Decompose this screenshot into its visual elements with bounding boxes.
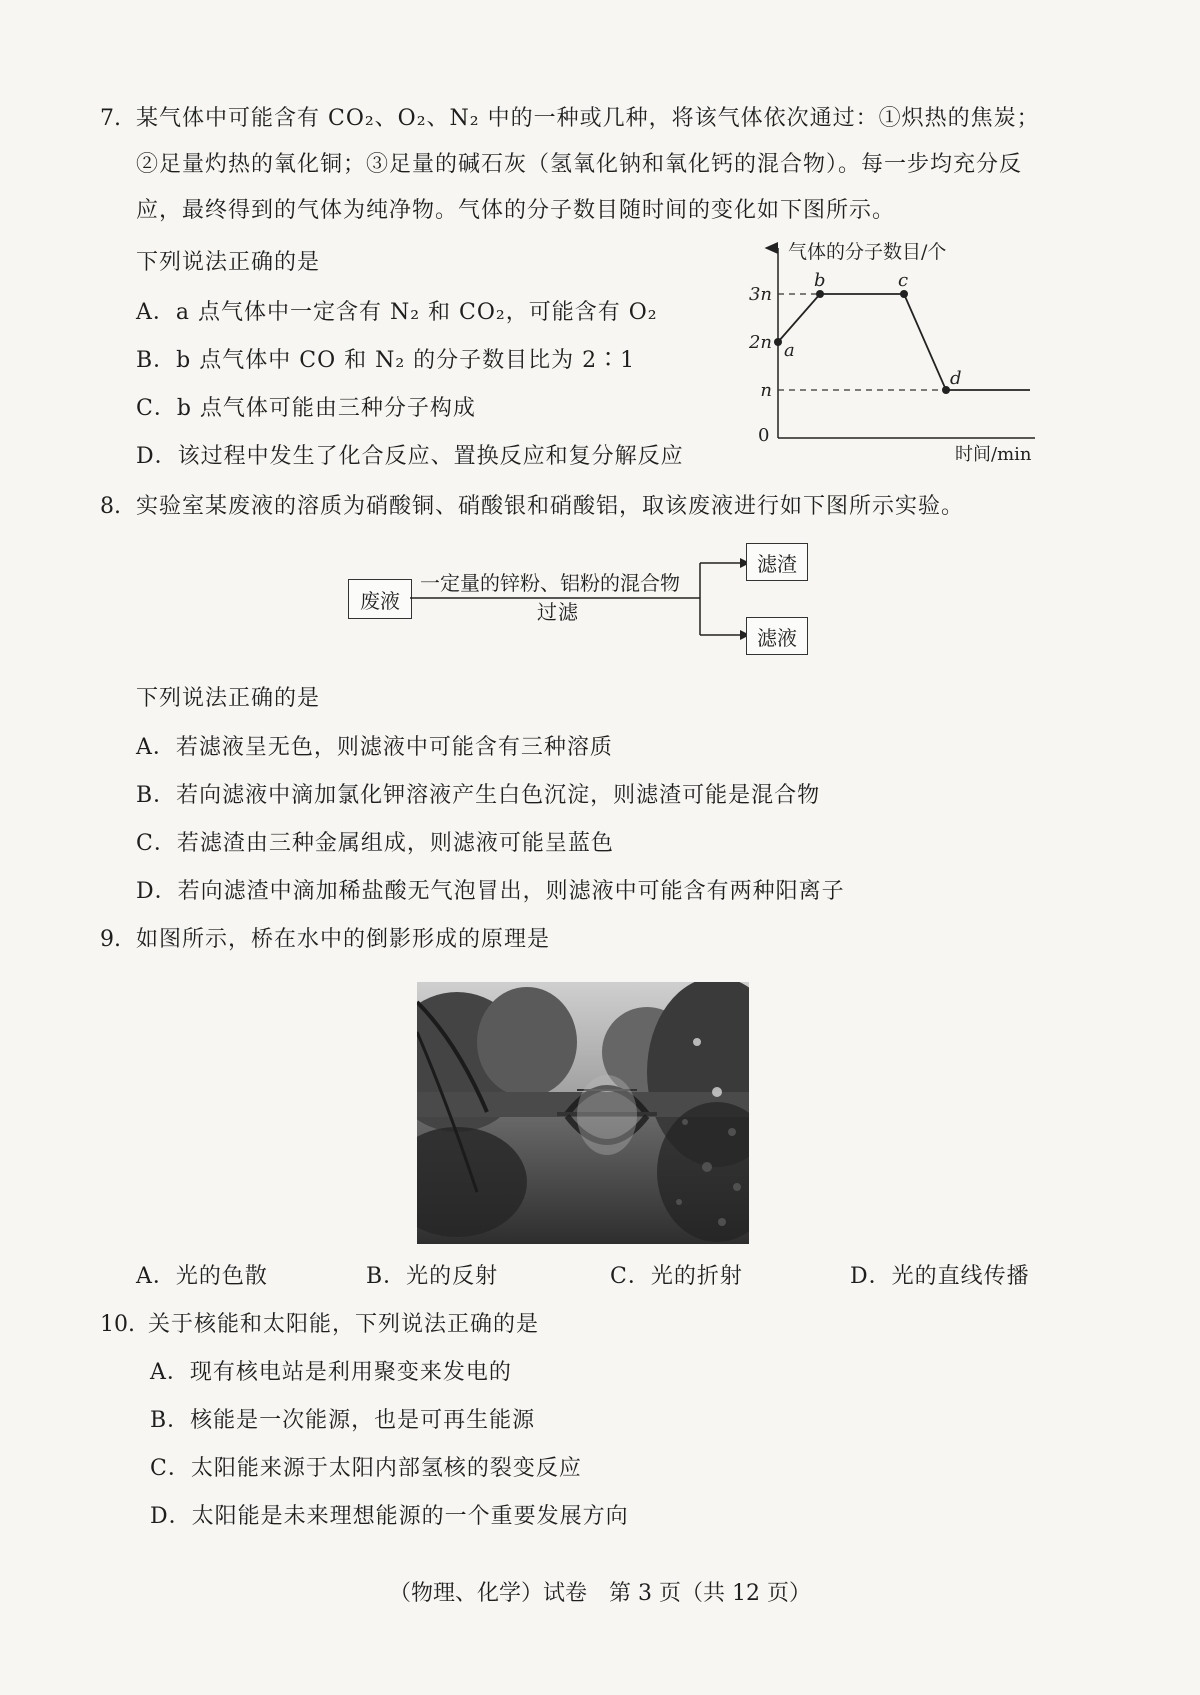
q8-option-a: A．若滤液呈无色，则滤液中可能含有三种溶质 xyxy=(136,735,613,760)
origin-label: 0 xyxy=(758,425,770,446)
q8-stem: 实验室某废液的溶质为硝酸铜、硝酸银和硝酸铝，取该废液进行如下图所示实验。 xyxy=(136,494,965,519)
data-point-a xyxy=(774,338,782,346)
waste-liquid-box: 废液 xyxy=(348,579,412,619)
data-point-b xyxy=(816,290,824,298)
point-label-a: a xyxy=(784,340,795,361)
point-label-b: b xyxy=(814,270,826,291)
q7-option-b: B．b 点气体中 CO 和 N₂ 的分子数目比为 2∶1 xyxy=(136,348,636,373)
y-tick-label: n xyxy=(760,380,772,401)
q7-stem-line1: 某气体中可能含有 CO₂、O₂、N₂ 中的一种或几种，将该气体依次通过：①炽热的焦炭； xyxy=(136,106,1040,131)
q10-number: 10. xyxy=(100,1312,135,1337)
q7-option-a: A．a 点气体中一定含有 N₂ 和 CO₂，可能含有 O₂ xyxy=(136,300,658,325)
q7-prompt: 下列说法正确的是 xyxy=(136,250,321,275)
q8-prompt: 下列说法正确的是 xyxy=(136,686,321,711)
q9-option-c: C．光的折射 xyxy=(610,1264,743,1289)
filtrate-box: 滤液 xyxy=(746,617,808,655)
q7-option-c: C．b 点气体可能由三种分子构成 xyxy=(136,396,476,421)
q10-option-c: C．太阳能来源于太阳内部氢核的裂变反应 xyxy=(150,1456,582,1481)
q9-option-a: A．光的色散 xyxy=(136,1264,268,1289)
point-label-c: c xyxy=(898,270,909,291)
x-axis-label: 时间/min xyxy=(955,444,1032,465)
data-point-c xyxy=(900,290,908,298)
q7-number: 7. xyxy=(100,106,121,131)
q7-option-d: D．该过程中发生了化合反应、置换反应和复分解反应 xyxy=(136,444,684,469)
residue-box: 滤渣 xyxy=(746,543,808,581)
q10-option-d: D．太阳能是未来理想能源的一个重要发展方向 xyxy=(150,1504,629,1529)
q8-option-c: C．若滤渣由三种金属组成，则滤液可能呈蓝色 xyxy=(136,831,614,856)
page-footer: （物理、化学）试卷 第 3 页（共 12 页） xyxy=(389,1581,811,1606)
flow-lines xyxy=(410,545,750,655)
q10-option-b: B．核能是一次能源，也是可再生能源 xyxy=(150,1408,536,1433)
q8-number: 8. xyxy=(100,494,121,519)
point-label-d: d xyxy=(950,368,962,389)
q9-stem: 如图所示，桥在水中的倒影形成的原理是 xyxy=(136,927,551,952)
y-axis-label: 气体的分子数目/个 xyxy=(788,241,947,263)
y-tick-label: 3n xyxy=(748,284,772,305)
bridge-reflection-photo xyxy=(417,982,749,1244)
q9-number: 9. xyxy=(100,927,121,952)
q8-option-b: B．若向滤液中滴加氯化钾溶液产生白色沉淀，则滤渣可能是混合物 xyxy=(136,783,821,808)
q8-option-d: D．若向滤渣中滴加稀盐酸无气泡冒出，则滤液中可能含有两种阳离子 xyxy=(136,879,845,904)
q10-stem: 关于核能和太阳能，下列说法正确的是 xyxy=(148,1312,540,1337)
q7-stem-line2: ②足量灼热的氧化铜；③足量的碱石灰（氢氧化钠和氧化钙的混合物）。每一步均充分反 xyxy=(136,152,1023,177)
data-point-d xyxy=(942,386,950,394)
q7-stem-line3: 应，最终得到的气体为纯净物。气体的分子数目随时间的变化如下图所示。 xyxy=(136,198,896,223)
operation-label: 过滤 xyxy=(537,600,579,624)
y-tick-label: 2n xyxy=(748,332,772,353)
reagent-label: 一定量的锌粉、铝粉的混合物 xyxy=(420,571,680,595)
q7-line-chart xyxy=(740,238,1060,468)
q9-option-b: B．光的反射 xyxy=(366,1264,499,1289)
q9-option-d: D．光的直线传播 xyxy=(850,1264,1030,1289)
series-line xyxy=(778,294,1030,390)
q10-option-a: A．现有核电站是利用聚变来发电的 xyxy=(150,1360,512,1385)
